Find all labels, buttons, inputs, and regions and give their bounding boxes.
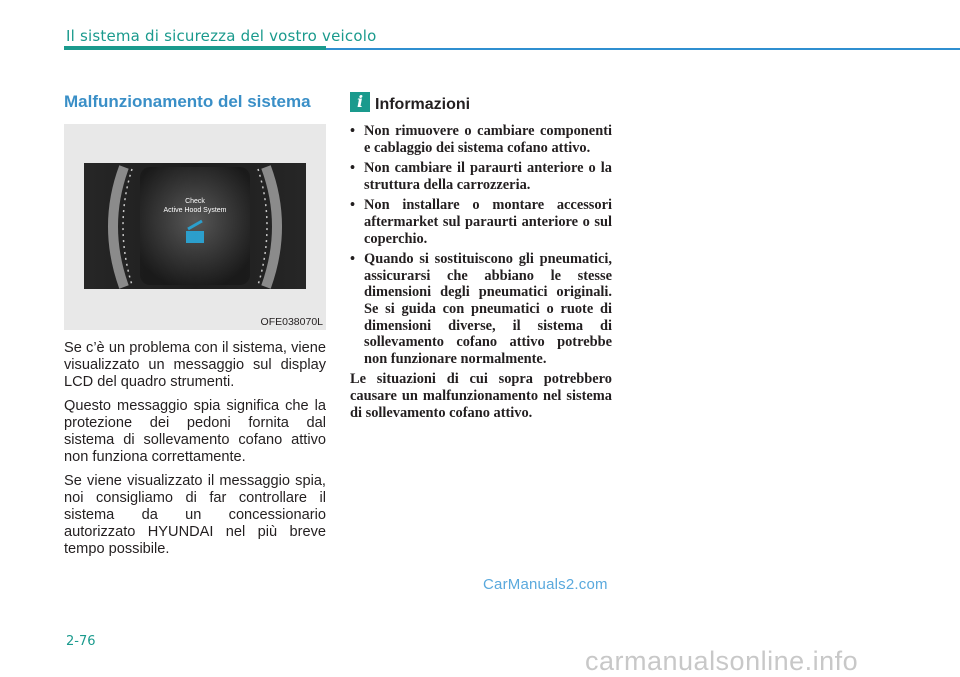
lcd-message-line1: Check bbox=[185, 198, 205, 205]
info-closing-text: Le situazioni di cui sopra potrebbero causare un malfunzionamento nel sistema di sollevamento cofano attivo. bbox=[350, 371, 612, 421]
section-title: Il sistema di sicurezza del vostro veicolo bbox=[66, 27, 377, 45]
info-title: Informazioni bbox=[375, 96, 471, 113]
paragraph: Se viene visualizzato il messaggio spia, noi consigliamo di far controllare il sistema da un concessionario autorizzato HYUNDAI nel più breve tempo possibile. bbox=[64, 473, 326, 557]
list-item: • Non installare o montare accessori aftermarket sul paraurti anteriore o sul coperchio. bbox=[350, 197, 612, 247]
info-bullet-list bbox=[350, 123, 612, 367]
paragraph: Questo messaggio spia significa che la protezione dei pedoni fornita dal sistema di sollevamento cofano attivo non funziona correttamente. bbox=[64, 398, 326, 465]
list-item: • Quando si sostituiscono gli pneumatici, assicurarsi che abbiano le stesse dimensioni degli pneumatici originali. Se si guida con pneumatici o ruote di dimensioni diverse, il sistema di sollevamento cofano attivo potrebbe non funzionare normalmente. bbox=[350, 251, 612, 367]
cluster-figure bbox=[64, 124, 326, 330]
header-rule-accent bbox=[64, 46, 326, 50]
lcd-message-line2: Active Hood System bbox=[163, 207, 227, 214]
header-rule bbox=[326, 48, 960, 50]
info-box bbox=[350, 123, 612, 421]
bullet-icon: • bbox=[350, 160, 356, 177]
bullet-icon: • bbox=[350, 123, 356, 139]
section-heading: Malfunzionamento del sistema bbox=[64, 92, 311, 111]
instrument-cluster-illustration bbox=[84, 163, 306, 289]
list-item: • Non cambiare il paraurti anteriore o la struttura della carrozzeria. bbox=[350, 160, 612, 193]
site-watermark: carmanualsonline.info bbox=[585, 646, 859, 676]
left-body-text bbox=[64, 340, 326, 565]
paragraph: Se c’è un problema con il sistema, viene visualizzato un messaggio sul display LCD del quadro strumenti. bbox=[64, 340, 326, 390]
figure-caption: OFE038070L bbox=[260, 316, 323, 328]
bullet-icon: • bbox=[350, 251, 356, 268]
info-icon: i bbox=[350, 92, 370, 112]
lcd-display-image bbox=[84, 163, 306, 289]
page-number: 2-76 bbox=[66, 634, 96, 649]
list-item: • Non rimuovere o cambiare componenti e cablaggio dei sistema cofano attivo. bbox=[350, 123, 612, 156]
watermark-link[interactable]: CarManuals2.com bbox=[483, 576, 608, 593]
bullet-icon: • bbox=[350, 197, 356, 214]
